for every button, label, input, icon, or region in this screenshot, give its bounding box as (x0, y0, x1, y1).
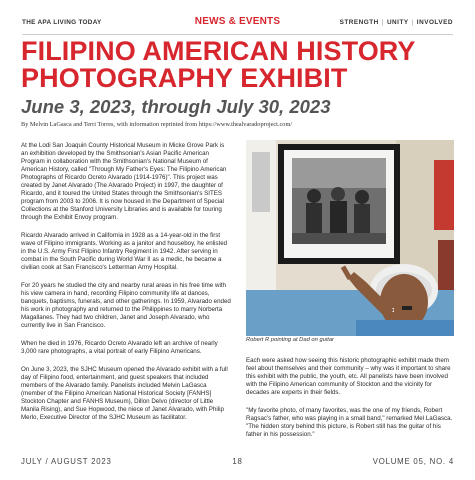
tagline-unity: UNITY (386, 19, 409, 26)
publication-name: THE APA LIVING TODAY (22, 19, 102, 26)
paragraph-alvarado-arrival: Ricardo Alvarado arrived in California in 1928 as a 14-year-old in the first wave of Filipino immigrants. Working as a janitor and houseboy, he enlisted in the U.S. Army First Filipino Infantry Regiment in 1942. After serving in combat in the South Pacific during World War II as a medic, he became a civilian cook at San Francisco's Letterman Army Hospital. (21, 232, 228, 271)
paragraph-favorite-photo: "My favorite photo, of many favorites, was the one of my friends, Robert Ragsac's father, who was playing in a small band," remarked Mel LaGasca. "The hidden story behind this picture, is Robert still has the guitar of his father in his possession." (246, 407, 453, 438)
exhibit-photo-illustration (246, 140, 454, 336)
photo-caption: Robert R pointing at Dad on guitar (246, 337, 334, 343)
tagline: STRENGTH | UNITY | INVOLVED (339, 19, 453, 26)
paragraph-panelists: Each were asked how seeing this historic photographic exhibit made them feel about themselves and their community – why was it important to share this exhibit with the public, the youth, etc. All panelists have been involved with the Filipino American community of Stockton and the vicinity for decades are experts in their fields. (246, 357, 451, 396)
article-left-column (21, 142, 231, 432)
article-byline: By Melvin LaGasca and Terri Torres, with information reprinted from https://www.thealvaradoproject.com/ (21, 121, 293, 128)
paragraph-exhibit-intro: At the Lodi San Joaquin County Historical Museum in Micke Grove Park is an exhibition developed by the Smithsonian's Asian Pacific American Program in collaboration with the Smithsonian's National Museum of American History, called "Through My Father's Eyes: The Filipino American Photographs of Ricardo Ocreto Alvarado (1914-1976)". This project was created by Janet Alvarado (The Alvarado Project) in 1997, the daughter of Ricardo, and it toured the United States through the Smithsonian's SITES program from 2003 to 2006. It is now housed in the Department of Special Collections at the Stanford University Libraries and is available for touring through the Exhibit Envoy program. (21, 142, 227, 221)
exhibit-photo (246, 140, 454, 336)
paragraph-photography-years: For 20 years he studied the city and nearby rural areas in his free time with his view camera in hand, recording Filipino community life at dances, banquets, baptisms, funerals, and other gatherings. In 1959, Alvarado ended his work in photography and returned to the Philippines to marry Norberta Magallanes. They had two children, Janet and Joseph Alvarado, who currently live in San Francisco. (21, 282, 231, 329)
article-right-column (246, 357, 454, 449)
issue-date: JULY / AUGUST 2023 (21, 457, 112, 466)
paragraph-opening-day: On June 3, 2023, the SJHC Museum opened the Alvarado exhibit with a full day of Filipino food, entertainment, and guest speakers that included members of the Alvarado family. Panelists included Melvin LaGasca (member of the Filipino American National Historical Society [FANHS] Stockton Chapter and FANHS Museum), Dillon Delvo (director of Little Manila Rising), and Sue Hopwood, the niece of Janet Alvarado, with Philip Merlo, Executive Director of the SJHC Museum as facilitator. (21, 366, 228, 421)
tagline-involved: INVOLVED (416, 19, 453, 26)
header-divider (22, 34, 453, 35)
article-title: FILIPINO AMERICAN HISTORY PHOTOGRAPHY EXHIBIT (21, 36, 416, 93)
tagline-strength: STRENGTH (339, 19, 379, 26)
paragraph-archive: When he died in 1976, Ricardo Ocreto Alvarado left an archive of nearly 3,000 rare photographs, a vital portrait of early Filipino Americans. (21, 340, 218, 355)
page-header (22, 14, 453, 30)
volume-number: VOLUME 05, NO. 4 (372, 457, 454, 466)
page-number: 18 (232, 457, 243, 466)
section-title: NEWS & EVENTS (194, 16, 281, 27)
article-subtitle: June 3, 2023, through July 30, 2023 (21, 96, 331, 117)
